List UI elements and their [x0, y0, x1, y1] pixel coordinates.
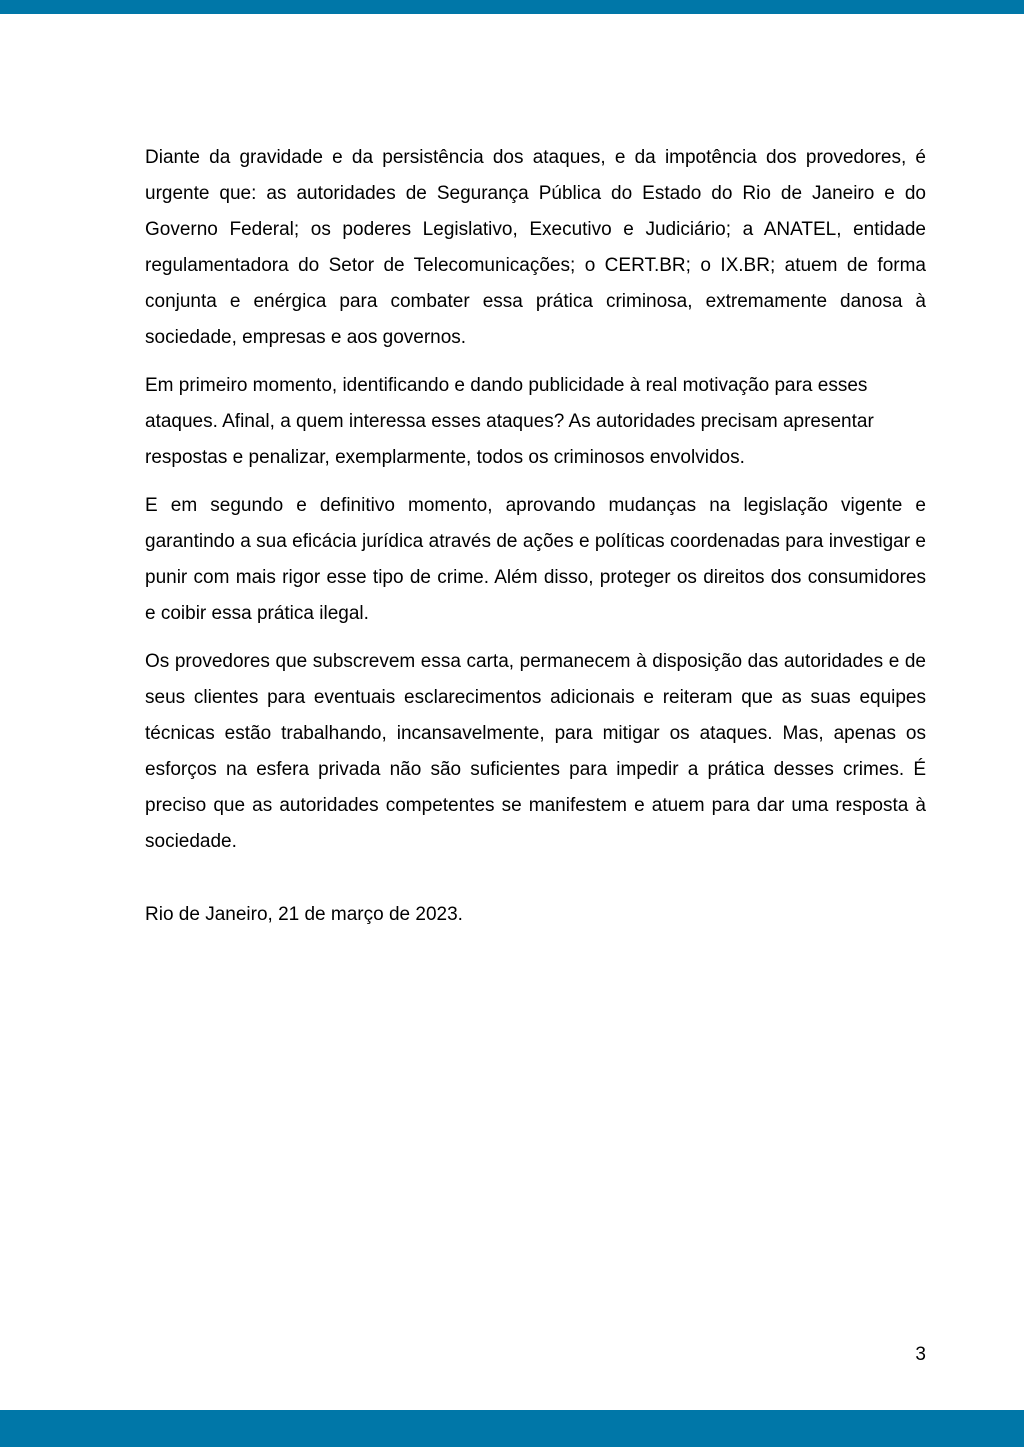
page-number: 3: [915, 1344, 926, 1365]
bottom-accent-bar: [0, 1410, 1024, 1447]
top-accent-bar: [0, 0, 1024, 14]
paragraph-first-moment: Em primeiro momento, identificando e dando publicidade à real motivação para esses ataques. Afinal, a quem interessa esses ataques? As autoridades precisam apresentar respostas e penalizar, exemplarmente, todos os criminosos envolvidos.: [145, 375, 874, 468]
paragraph-second-moment: E em segundo e definitivo momento, aprovando mudanças na legislação vigente e garantindo a sua eficácia jurídica através de ações e políticas coordenadas para investigar e punir com mais rigor esse tipo de crime. Além disso, proteger os direitos dos consumidores e coibir essa prática ilegal.: [145, 495, 926, 624]
date-line: Rio de Janeiro, 21 de março de 2023.: [145, 904, 463, 925]
paragraph-providers-statement: Os provedores que subscrevem essa carta, permanecem à disposição das autoridades e de seus clientes para eventuais esclarecimentos adicionais e reiteram que as suas equipes técnicas estão trabalhando, incansavelmente, para mitigar os ataques. Mas, apenas os esforços na esfera privada não são suficientes para impedir a prática desses crimes. É preciso que as autoridades competentes se manifestem e atuem para dar uma resposta à sociedade.: [145, 651, 926, 852]
paragraph-urgent-action: Diante da gravidade e da persistência dos ataques, e da impotência dos provedores, é urgente que: as autoridades de Segurança Pública do Estado do Rio de Janeiro e do Governo Federal; os poderes Legislativo, Executivo e Judiciário; a ANATEL, entidade regulamentadora do Setor de Telecomunicações; o CERT.BR; o IX.BR; atuem de forma conjunta e enérgica para combater essa prática criminosa, extremamente danosa à sociedade, empresas e aos governos.: [145, 147, 926, 348]
document-body: [145, 140, 926, 872]
